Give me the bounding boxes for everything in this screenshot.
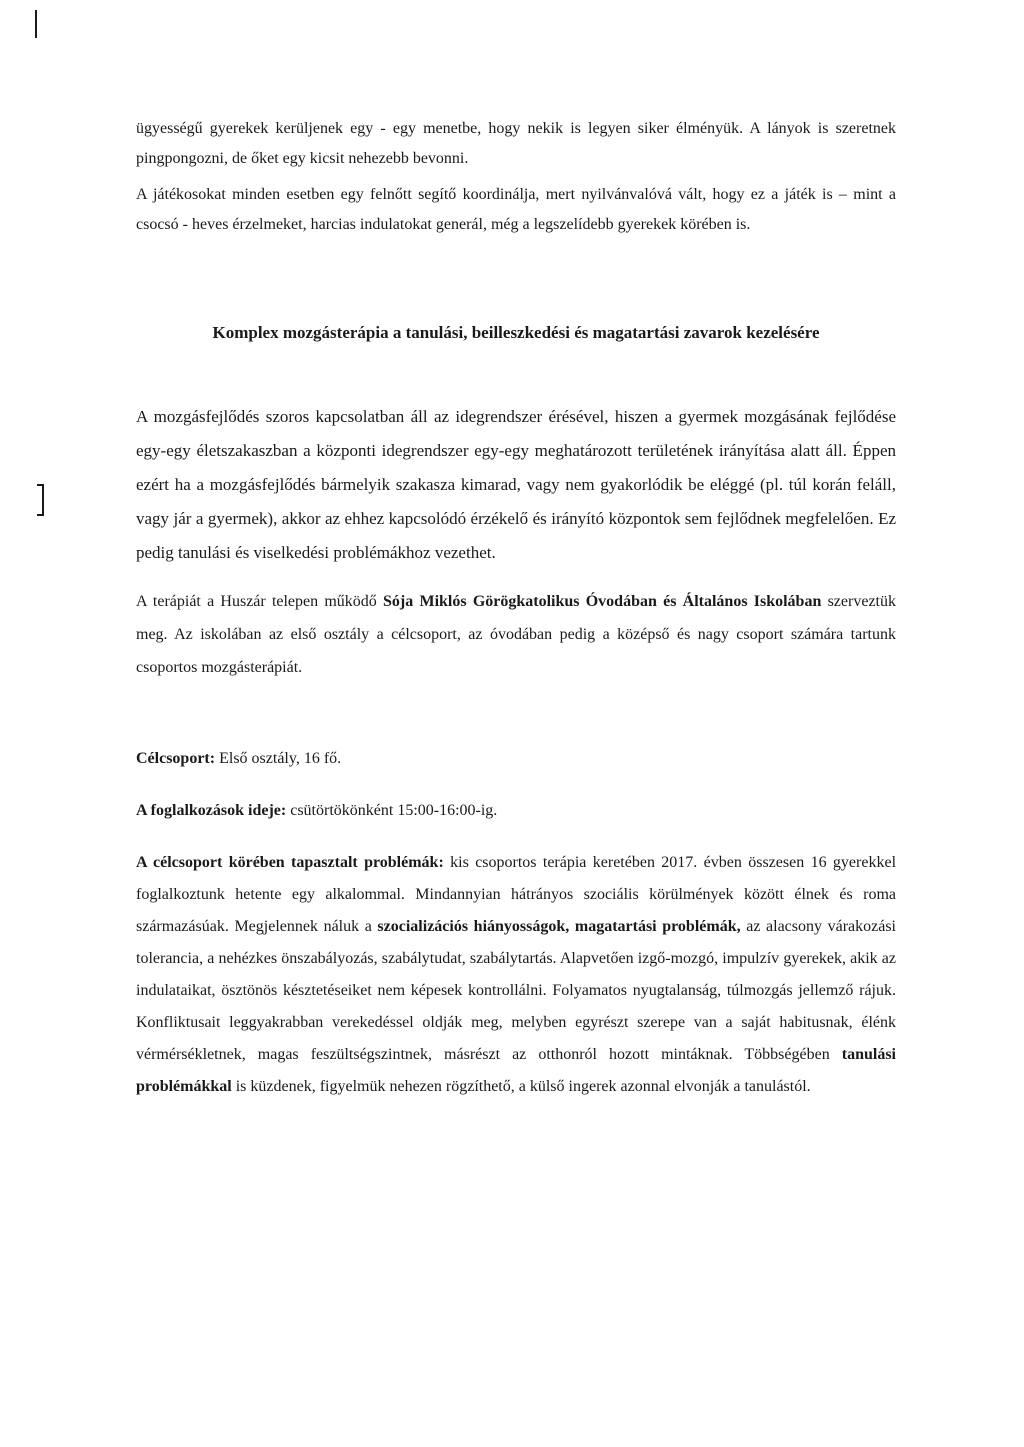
schedule-label: A foglalkozások ideje: <box>136 802 287 819</box>
problems-text-3: is küzdenek, figyelmük nehezen rögzíthető, a külső ingerek azonnal elvonják a tanulástól. <box>231 1078 811 1095</box>
schedule-value: csütörtökönként 15:00-16:00-ig. <box>286 802 498 819</box>
problems-bold-1: szocializációs hiányosságok, magatartási problémák, <box>377 918 741 935</box>
school-name: Sója Miklós Görögkatolikus Óvodában és Általános Iskolában <box>383 593 822 610</box>
section-title: Komplex mozgásterápia a tanulási, beilleszkedési és magatartási zavarok kezelésére <box>212 323 820 342</box>
target-group-label: Célcsoport: <box>136 750 216 767</box>
section-paragraph-1: A mozgásfejlődés szoros kapcsolatban áll az idegrendszer érésével, hiszen a gyermek mozgásának fejlődése egy-egy életszakaszban a központi idegrendszer egy-egy meghatározott területének irányítása alatt áll. Éppen ezért ha a mozgásfejlődés bármelyik szakasza kimarad, vagy nem gyakorlódik be eléggé (pl. túl korán feláll, vagy jár a gyermek), akkor az ehhez kapcsolódó érzékelő és irányító központok sem fejlődnek megfelelően. Ez pedig tanulási és viselkedési problémákhoz vezethet. <box>136 407 896 562</box>
margin-bracket-mark <box>37 484 44 516</box>
section-paragraph-2 <box>136 585 896 684</box>
target-group-line <box>136 747 896 771</box>
problems-bold-2: tanulási problémákkal <box>136 1046 896 1095</box>
section-paragraph-2-pre: A terápiát a Huszár telepen működő <box>136 593 384 610</box>
problems-paragraph <box>136 847 896 1103</box>
intro-paragraph-2: A játékosokat minden esetben egy felnőtt segítő koordinálja, mert nyilvánvalóvá vált, hogy ez a játék is – mint a csocsó - heves érzelmeket, harcias indulatokat generál, még a legszelídebb gyerekek körében is. <box>136 186 896 233</box>
schedule-line <box>136 799 896 823</box>
problems-text-2: az alacsony várakozási tolerancia, a nehézkes önszabályozás, szabálytudat, szabálytartás. Alapvetően izgő-mozgó, impulzív gyerekek, akik az indulataikat, ösztönös késztetéseiket nem képesek kontrollálni. Folyamatos nyugtalanság, túlmozgás jellemző rájuk. Konfliktusait leggyakrabban verekedéssel oldják meg, melyben egyrészt szerepe van a saját habitusnak, élénk vérmérsékletnek, magas feszültségszintnek, másrészt az otthonról hozott mintáknak. Többségében <box>136 918 896 1063</box>
scan-edge-mark <box>35 10 37 38</box>
target-group-value: Első osztály, 16 fő. <box>215 750 342 767</box>
intro-paragraph-1: ügyességű gyerekek kerüljenek egy - egy menetbe, hogy nekik is legyen siker élményük. A lányok is szeretnek pingpongozni, de őket egy kicsit nehezebb bevonni. <box>136 120 896 167</box>
problems-text-1: kis csoportos terápia keretében 2017. évben összesen 16 gyerekkel foglalkoztunk hetente egy alkalommal. Mindannyian hátrányos szociális körülmények között élnek és roma származásúak. Megjelennek náluk a <box>136 854 897 935</box>
problems-label: A célcsoport körében tapasztalt problémák: <box>136 854 444 871</box>
page-content <box>136 114 896 1103</box>
section-paragraph-2-post: szerveztük meg. Az iskolában az első osztály a célcsoport, az óvodában pedig a középső és nagy csoport számára tartunk csoportos mozgásterápiát. <box>136 593 896 676</box>
